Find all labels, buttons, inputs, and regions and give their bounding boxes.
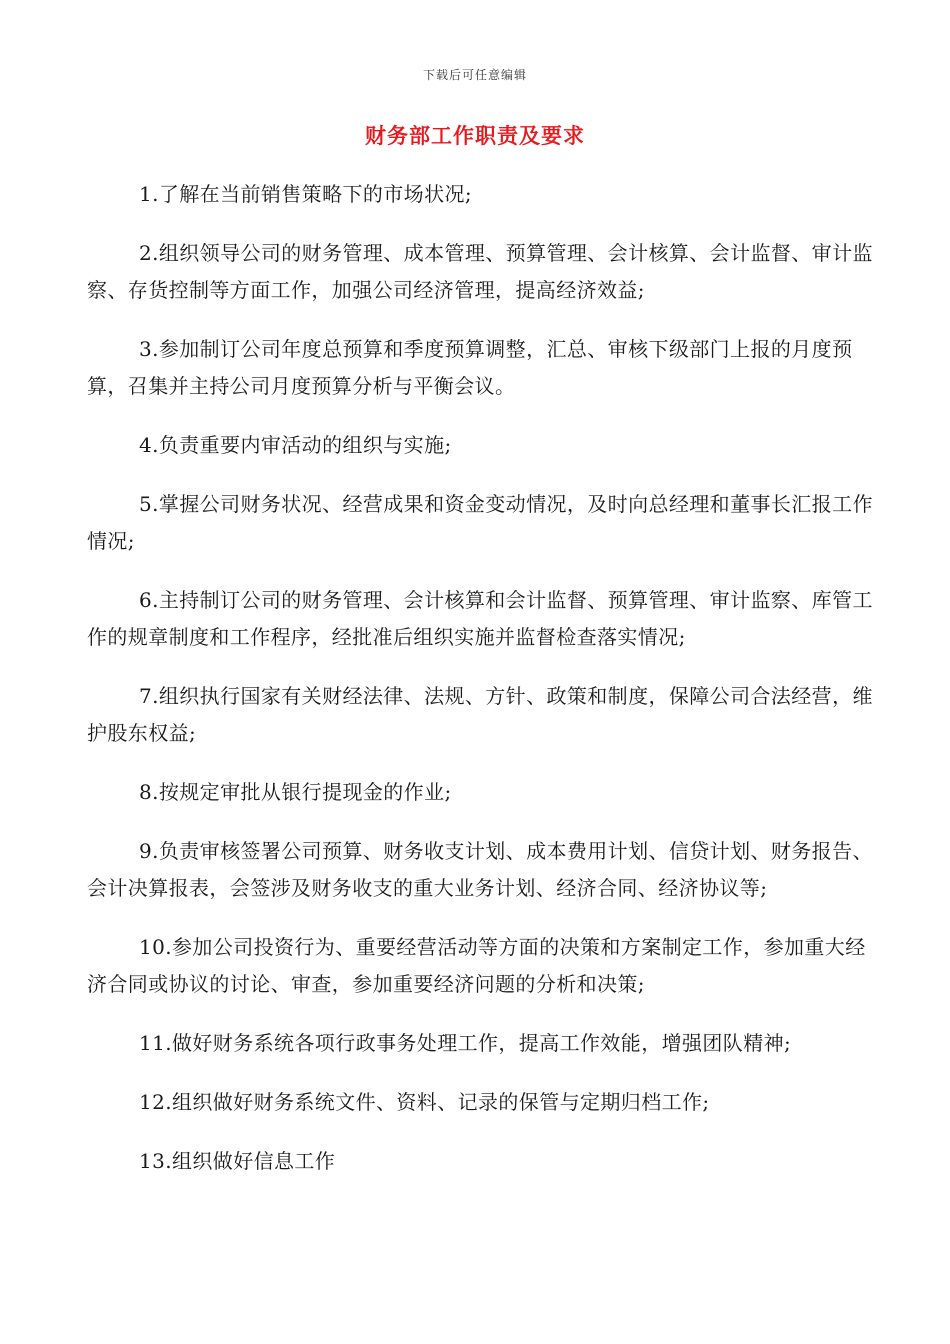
list-item: 6.主持制订公司的财务管理、会计核算和会计监督、预算管理、审计监察、库管工作的规章制度和工作程序，经批准后组织实施并监督检查落实情况; — [87, 588, 873, 649]
list-item: 5.掌握公司财务状况、经营成果和资金变动情况，及时向总经理和董事长汇报工作情况; — [87, 492, 873, 553]
list-item: 9.负责审核签署公司预算、财务收支计划、成本费用计划、信贷计划、财务报告、会计决算报表，会签涉及财务收支的重大业务计划、经济合同、经济协议等; — [87, 839, 873, 900]
page-title: 财务部工作职责及要求 — [365, 123, 585, 148]
list-item: 13.组织做好信息工作 — [139, 1149, 336, 1173]
responsibility-list — [87, 176, 873, 1202]
list-item: 8.按规定审批从银行提现金的作业; — [139, 780, 452, 804]
list-item: 1.了解在当前销售策略下的市场状况; — [139, 182, 473, 206]
list-item: 11.做好财务系统各项行政事务处理工作，提高工作效能，增强团队精神; — [139, 1031, 792, 1055]
list-item: 2.组织领导公司的财务管理、成本管理、预算管理、会计核算、会计监督、审计监察、存货控制等方面工作，加强公司经济管理，提高经济效益; — [87, 241, 873, 302]
list-item: 3.参加制订公司年度总预算和季度预算调整，汇总、审核下级部门上报的月度预算，召集并主持公司月度预算分析与平衡会议。 — [87, 337, 853, 398]
list-item: 12.组织做好财务系统文件、资料、记录的保管与定期归档工作; — [139, 1090, 710, 1114]
list-item: 10.参加公司投资行为、重要经营活动等方面的决策和方案制定工作，参加重大经济合同或协议的讨论、审查，参加重要经济问题的分析和决策; — [87, 935, 866, 996]
header-note: 下载后可任意编辑 — [422, 68, 527, 82]
list-item: 7.组织执行国家有关财经法律、法规、方针、政策和制度，保障公司合法经营，维护股东权益; — [87, 684, 873, 745]
list-item: 4.负责重要内审活动的组织与实施; — [139, 433, 452, 457]
